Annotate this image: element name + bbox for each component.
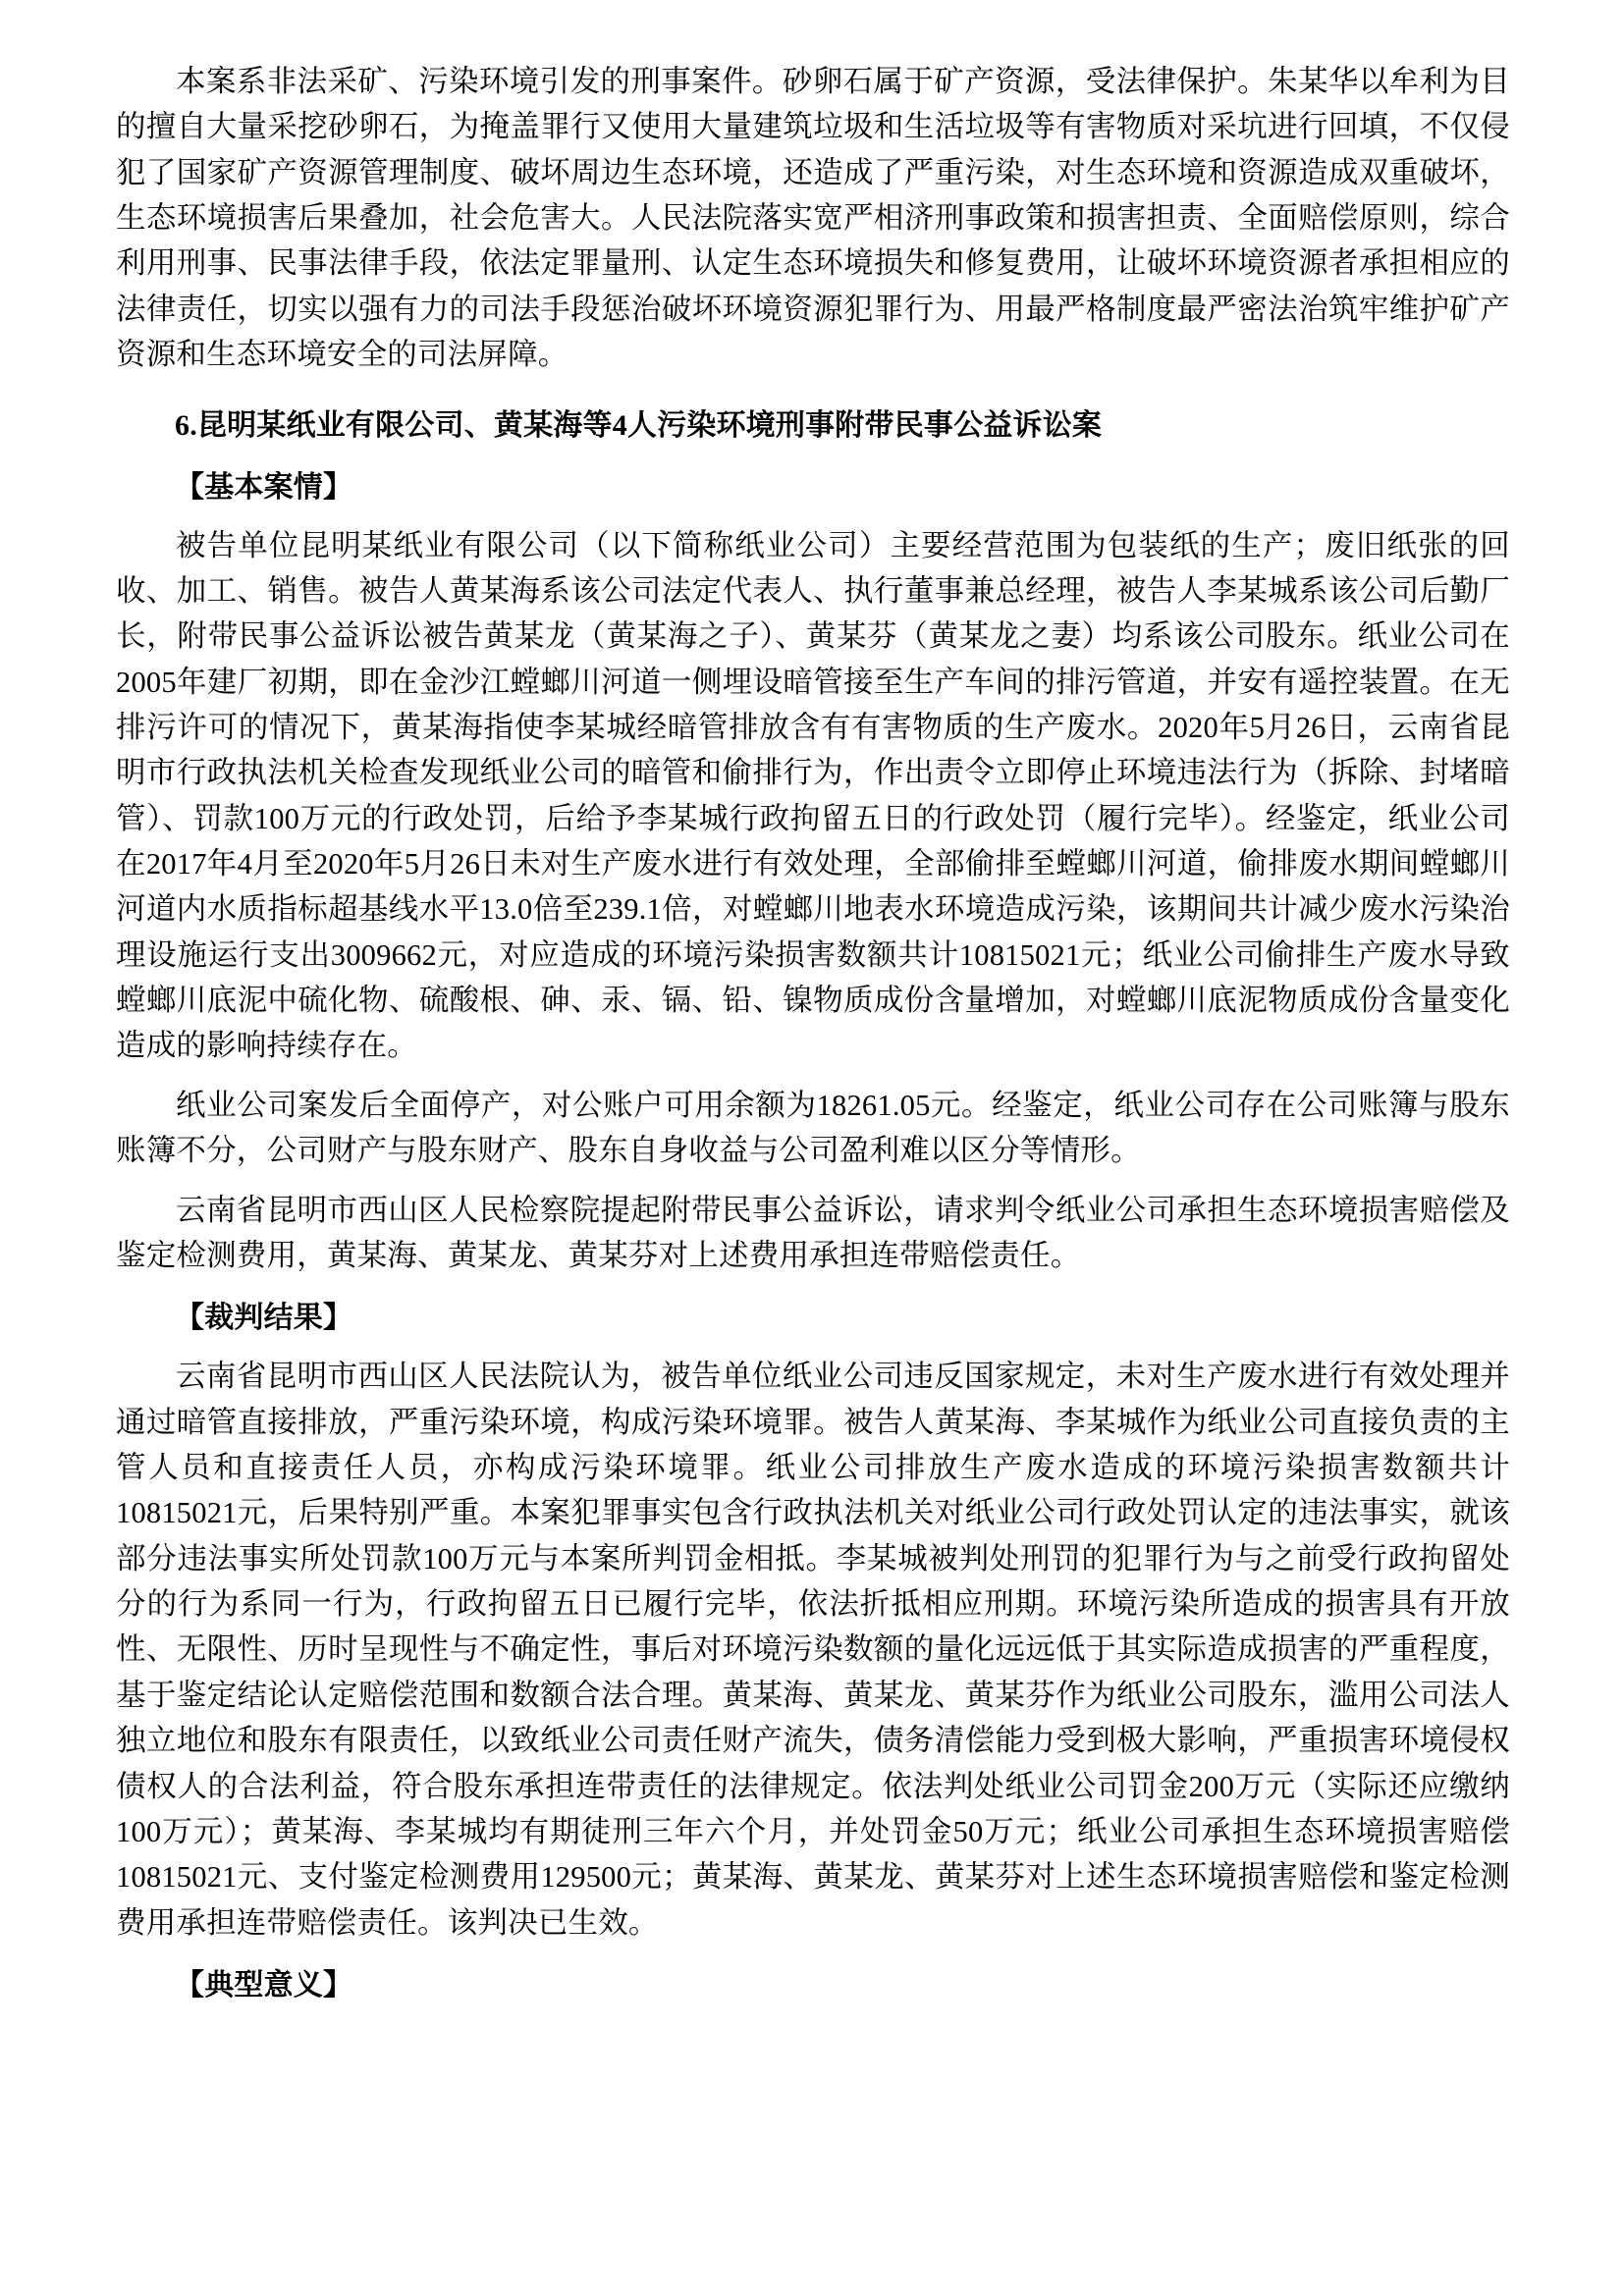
case-title: 6.昆明某纸业有限公司、黄某海等4人污染环境刑事附带民事公益诉讼案 xyxy=(175,408,1103,442)
paragraph-facts-1: 被告单位昆明某纸业有限公司（以下简称纸业公司）主要经营范围为包装纸的生产；废旧纸张的回收、加工、销售。被告人黄某海系该公司法定代表人、执行董事兼总经理，被告人李某城系该公司后勤厂长，附带民事公益诉讼被告黄某龙（黄某海之子）、黄某芬（黄某龙之妻）均系该公司股东。纸业公司在2005年建厂初期，即在金沙江螳螂川河道一侧埋设暗管接至生产车间的排污管道，并安有遥控装置。在无排污许可的情况下，黄某海指使李某城经暗管排放含有有害物质的生产废水。2020年5月26日，云南省昆明市行政执法机关检查发现纸业公司的暗管和偷排行为，作出责令立即停止环境违法行为（拆除、封堵暗管）、罚款100万元的行政处罚，后给予李某城行政拘留五日的行政处罚（履行完毕）。经鉴定，纸业公司在2017年4月至2020年5月26日未对生产废水进行有效处理，全部偷排至螳螂川河道，偷排废水期间螳螂川河道内水质指标超基线水平13.0倍至239.1倍，对螳螂川地表水环境造成污染，该期间共计减少废水污染治理设施运行支出3009662元，对应造成的环境污染损害数额共计10815021元；纸业公司偷排生产废水导致螳螂川底泥中硫化物、硫酸根、砷、汞、镉、铅、镍物质成份含量增加，对螳螂川底泥物质成份含量变化造成的影响持续存在。 xyxy=(116,528,1510,1063)
document-body xyxy=(116,59,1510,2007)
paragraph-judgment-1: 云南省昆明市西山区人民法院认为，被告单位纸业公司违反国家规定，未对生产废水进行有效处理并通过暗管直接排放，严重污染环境，构成污染环境罪。被告人黄某海、李某城作为纸业公司直接负责的主管人员和直接责任人员，亦构成污染环境罪。纸业公司排放生产废水造成的环境污染损害数额共计10815021元，后果特别严重。本案犯罪事实包含行政执法机关对纸业公司行政处罚认定的违法事实，就该部分违法事实所处罚款100万元与本案所判罚金相抵。李某城被判处刑罚的犯罪行为与之前受行政拘留处分的行为系同一行为，行政拘留五日已履行完毕，依法折抵相应刑期。环境污染所造成的损害具有开放性、无限性、历时呈现性与不确定性，事后对环境污染数额的量化远远低于其实际造成损害的严重程度，基于鉴定结论认定赔偿范围和数额合法合理。黄某海、黄某龙、黄某芬作为纸业公司股东，滥用公司法人独立地位和股东有限责任，以致纸业公司责任财产流失，债务清偿能力受到极大影响，严重损害环境侵权债权人的合法利益，符合股东承担连带责任的法律规定。依法判处纸业公司罚金200万元（实际还应缴纳100万元）；黄某海、李某城均有期徒刑三年六个月，并处罚金50万元；纸业公司承担生态环境损害赔偿10815021元、支付鉴定检测费用129500元；黄某海、黄某龙、黄某芬对上述生态环境损害赔偿和鉴定检测费用承担连带赔偿责任。该判决已生效。 xyxy=(116,1360,1510,1940)
section-label-significance: 【典型意义】 xyxy=(175,1968,353,2002)
paragraph-intro: 本案系非法采矿、污染环境引发的刑事案件。砂卵石属于矿产资源，受法律保护。朱某华以牟利为目的擅自大量采挖砂卵石，为掩盖罪行又使用大量建筑垃圾和生活垃圾等有害物质对采坑进行回填，不仅侵犯了国家矿产资源管理制度、破坏周边生态环境，还造成了严重污染，对生态环境和资源造成双重破坏，生态环境损害后果叠加，社会危害大。人民法院落实宽严相济刑事政策和损害担责、全面赔偿原则，综合利用刑事、民事法律手段，依法定罪量刑、认定生态环境损失和修复费用，让破坏环境资源者承担相应的法律责任，切实以强有力的司法手段惩治破坏环境资源犯罪行为、用最严格制度最严密法治筑牢维护矿产资源和生态环境安全的司法屏障。 xyxy=(116,65,1510,372)
section-label-basic-facts: 【基本案情】 xyxy=(175,470,353,504)
paragraph-facts-2: 纸业公司案发后全面停产，对公账户可用余额为18261.05元。经鉴定，纸业公司存在公司账簿与股东账簿不分，公司财产与股东财产、股东自身收益与公司盈利难以区分等情形。 xyxy=(116,1088,1510,1168)
section-label-judgment: 【裁判结果】 xyxy=(175,1302,353,1335)
paragraph-facts-3: 云南省昆明市西山区人民检察院提起附带民事公益诉讼，请求判令纸业公司承担生态环境损害赔偿及鉴定检测费用，黄某海、黄某龙、黄某芬对上述费用承担连带赔偿责任。 xyxy=(116,1193,1510,1272)
